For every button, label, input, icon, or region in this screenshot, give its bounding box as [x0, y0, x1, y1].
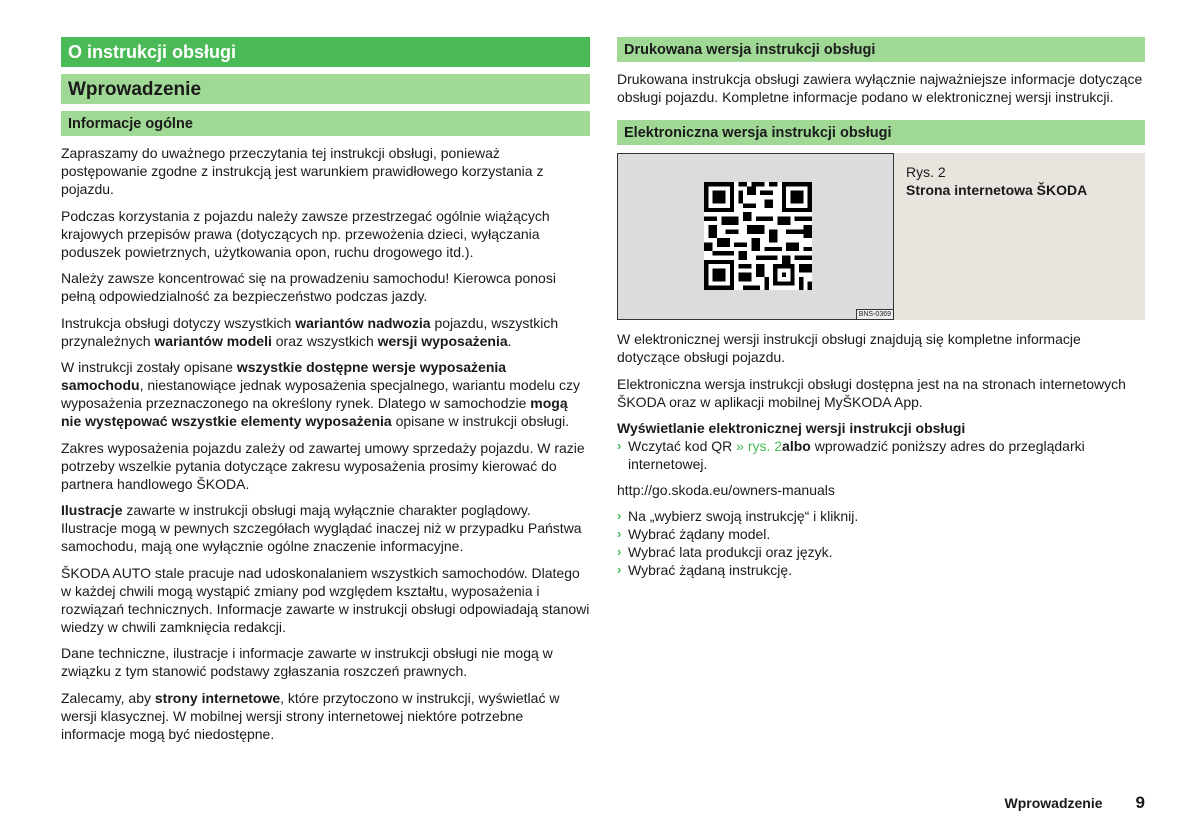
body-paragraph: ŠKODA AUTO stale pracuje nad udoskonalaniem wszystkich samochodów. Dlatego w każdej chwili mogą wystąpić zmiany pod względem kształtu, wyposażenia i rozwiązań technicznych. Informacje zawarte w instrukcji obsługi odpowiadają stanowi wiedzy w chwili zamknięcia redakcji.	[61, 564, 590, 635]
printed-version-text: Drukowana instrukcja obsługi zawiera wyłącznie najważniejsze informacje dotyczące obsługi pojazdu. Kompletne informacje podano w elektronicznej wersji instrukcji.	[617, 71, 1143, 105]
body-paragraph: Instrukcja obsługi dotyczy wszystkich wariantów nadwozia pojazdu, wszystkich przynależnych wariantów modeli oraz wszystkich wersji wyposażenia.	[61, 314, 559, 349]
chevron-right-icon: ›	[617, 544, 622, 559]
chevron-right-icon: ›	[617, 508, 622, 523]
left-column	[61, 37, 590, 751]
steps-list	[617, 507, 1145, 579]
body-paragraph: Zalecamy, aby strony internetowe, które przytoczono w instrukcji, wyświetlać w wersji klasycznej. W mobilnej wersji strony internetowej niektóre potrzebne informacje mogą być niedostępne.	[61, 689, 560, 742]
chapter-title: O instrukcji obsługi	[61, 37, 590, 67]
manuals-url[interactable]: http://go.skoda.eu/owners-manuals	[617, 482, 835, 498]
list-item: › Wybrać lata produkcji oraz język.	[617, 544, 833, 560]
body-paragraphs	[61, 144, 590, 743]
chevron-right-icon: ›	[617, 526, 622, 541]
body-paragraph: W instrukcji zostały opisane wszystkie dostępne wersje wyposażenia samochodu, niestanowiące jednak wyposażenia specjalnego, wariantu modelu czy wyposażenia przeznaczonego na określony rynek. Dlatego w samochodzie mogą nie występować wszystkie elementy wyposażenia opisane w instrukcji obsługi.	[61, 359, 581, 429]
figure-caption	[894, 153, 1145, 320]
figure-caption-text: Strona internetowa ŠKODA	[906, 182, 1088, 198]
figure-image	[617, 153, 894, 320]
list-item: › Wybrać żądany model.	[617, 526, 771, 542]
electronic-paragraph-1: W elektronicznej wersji instrukcji obsługi znajdują się kompletne informacje dotyczące obsługi pojazdu.	[617, 331, 1081, 365]
display-instructions-title: Wyświetlanie elektronicznej wersji instrukcji obsługi	[617, 420, 966, 436]
page-footer	[1005, 793, 1145, 813]
figure-reference-link[interactable]: » rys. 2	[736, 438, 783, 454]
chevron-right-icon: ›	[617, 562, 622, 577]
section-title: Wprowadzenie	[61, 74, 590, 104]
right-column	[617, 37, 1145, 579]
page-number: 9	[1135, 793, 1145, 812]
electronic-version-title: Elektroniczna wersja instrukcji obsługi	[617, 120, 1145, 145]
figure-label: Rys. 2	[906, 164, 946, 180]
body-paragraph: Należy zawsze koncentrować się na prowadzeniu samochodu! Kierowca ponosi pełną odpowiedzialność za bezpieczeństwo podczas jazdy.	[61, 270, 556, 304]
body-paragraph: Zapraszamy do uważnego przeczytania tej instrukcji obsługi, ponieważ postępowanie zgodne z instrukcją jest warunkiem prawidłowego korzystania z pojazdu.	[61, 145, 544, 197]
subsection-title: Informacje ogólne	[61, 111, 590, 136]
body-paragraph: Podczas korzystania z pojazdu należy zawsze przestrzegać ogólnie wiążących krajowych przepisów prawa (dotyczących np. przewożenia dzieci, wyłączania poduszek powietrznych, użytkowania opon, ruchu drogowego itd.).	[61, 207, 550, 260]
figure-code: BNS-0369	[856, 309, 893, 319]
footer-section-title: Wprowadzenie	[1004, 795, 1103, 811]
list-item: › Na „wybierz swoją instrukcję“ i kliknij.	[617, 508, 859, 524]
body-paragraph: Zakres wyposażenia pojazdu zależy od zawartej umowy sprzedaży pojazdu. W razie potrzeby wszelkie pytania dotyczące zakresu wyposażenia prosimy kierować do partnera handlowego ŠKODA.	[61, 439, 585, 492]
body-paragraph: Ilustracje zawarte w instrukcji obsługi mają wyłącznie charakter poglądowy. Ilustracje mogą w pewnych szczegółach wyglądać inaczej niż w przypadku Państwa samochodu, mają one wyłącznie ogólne znaczenie informacyjne.	[61, 502, 582, 554]
step-scan-qr: › Wczytać kod QR » rys. 2albo wprowadzić poniższy adres do przeglądarki internetowej.	[617, 438, 1085, 472]
body-paragraph: Dane techniczne, ilustracje i informacje zawarte w instrukcji obsługi nie mogą w związku z tym stanowić podstawy zgłaszania roszczeń prawnych.	[61, 645, 553, 679]
qr-code-icon	[704, 182, 812, 290]
electronic-paragraph-2: Elektroniczna wersja instrukcji obsługi dostępna jest na na stronach internetowych ŠKODA oraz w aplikacji mobilnej MyŠKODA App.	[617, 375, 1126, 410]
chevron-right-icon: ›	[617, 438, 622, 453]
list-item: › Wybrać żądaną instrukcję.	[617, 562, 793, 578]
figure-2	[617, 153, 1145, 320]
printed-version-title: Drukowana wersja instrukcji obsługi	[617, 37, 1145, 62]
